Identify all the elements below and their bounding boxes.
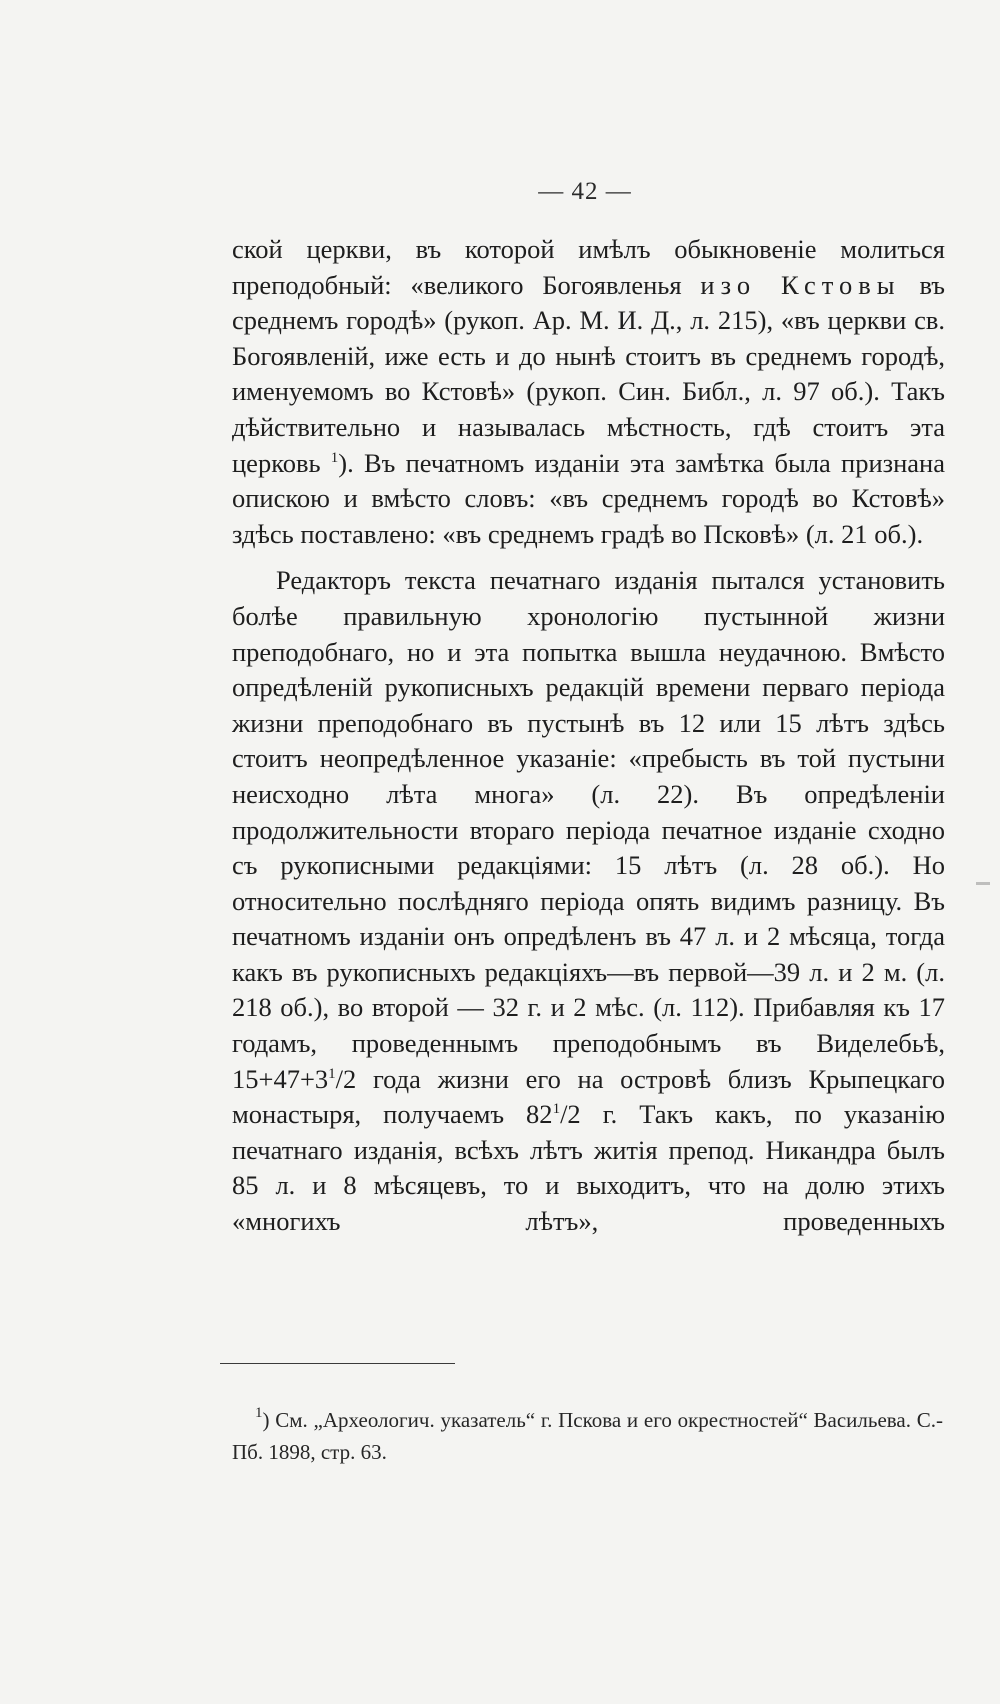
fraction-numerator: 1 [328,1065,336,1082]
spaced-emphasis: изо Кстовы [700,269,901,300]
paragraph-2-text-b: года жизни его на островѣ близъ Крыпецкаго монастыря, получаемъ 82 [232,1063,945,1130]
footnote [232,1404,943,1468]
footnote-marker: 1 [255,1405,263,1421]
paragraph-1-text-a: ской церкви, въ которой имѣлъ обыкновеніе молиться преподобный: «великого Богоявленья [232,234,945,300]
margin-smudge [976,882,990,885]
fraction-numerator: 1 [552,1101,561,1118]
paragraph-1-text-b: въ среднемъ городѣ» (рукоп. Ар. М. И. Д., л. 215), «въ церкви св. Богоявленій, иже есть и до нынѣ стоитъ въ среднемъ городѣ, именуемомъ во Кстовѣ» (рукоп. Син. Библ., л. 97 об.). Такъ дѣйствительно и называлась мѣстность, гдѣ стоитъ эта церковь [232,269,946,478]
main-text [232,232,945,1240]
paragraph-1-text-c: ). Въ печатномъ изданіи эта замѣтка была признана опискою и вмѣсто словъ: «въ среднемъ городѣ во Кстовѣ» здѣсь поставлено: «въ среднемъ градѣ во Псковѣ» (л. 21 об.). [232,447,945,549]
fraction-denominator: /2 [335,1063,357,1094]
fraction-denominator: /2 [560,1099,581,1130]
footnote-reference: 1 [330,449,339,466]
paragraph-2-text-a: Редакторъ текста печатнаго изданія пытался установить болѣе правильную хронологію пустынной жизни преподобнаго, но и эта попытка вышла неудачною. Вмѣсто опредѣленій рукописныхъ редакцій времени перваго періода жизни преподобнаго въ пустынѣ въ 12 или 15 лѣтъ здѣсь стоитъ неопредѣленное указаніе: «пребысть въ той пустыни неисходно лѣта многа» (л. 22). Въ опредѣленіи продолжительности втораго періода печатное изданіе сходно съ рукописными редакціями: 15 лѣтъ (л. 28 об.). Но относительно послѣдняго періода опять видимъ разницу. Въ печатномъ изданіи онъ опредѣленъ въ 47 л. и 2 мѣсяца, тогда какъ въ рукописныхъ редакціяхъ—въ первой—39 л. и 2 м. (л. 218 об.), во второй — 32 г. и 2 мѣс. (л. 112). Прибавляя къ 17 годамъ, проведеннымъ преподобнымъ въ Виделебьѣ, 15+47+3 [232,565,945,1094]
paragraph-2 [232,563,945,1239]
footnote-divider [220,1363,455,1364]
footnote-text: ) См. „Археологич. указатель“ г. Пскова и его окрестностей“ Васильева. С.-Пб. 1898, стр. 63. [232,1408,943,1464]
paragraph-1 [232,232,945,552]
page-number: — 42 — [538,178,632,205]
paragraph-2-text-c: г. Такъ какъ, по указанію печатнаго изданія, всѣхъ лѣтъ житія препод. Никандра былъ 85 л. и 8 мѣсяцевъ, то и выходитъ, что на долю этихъ «многихъ лѣтъ», проведенныхъ [232,1099,945,1237]
